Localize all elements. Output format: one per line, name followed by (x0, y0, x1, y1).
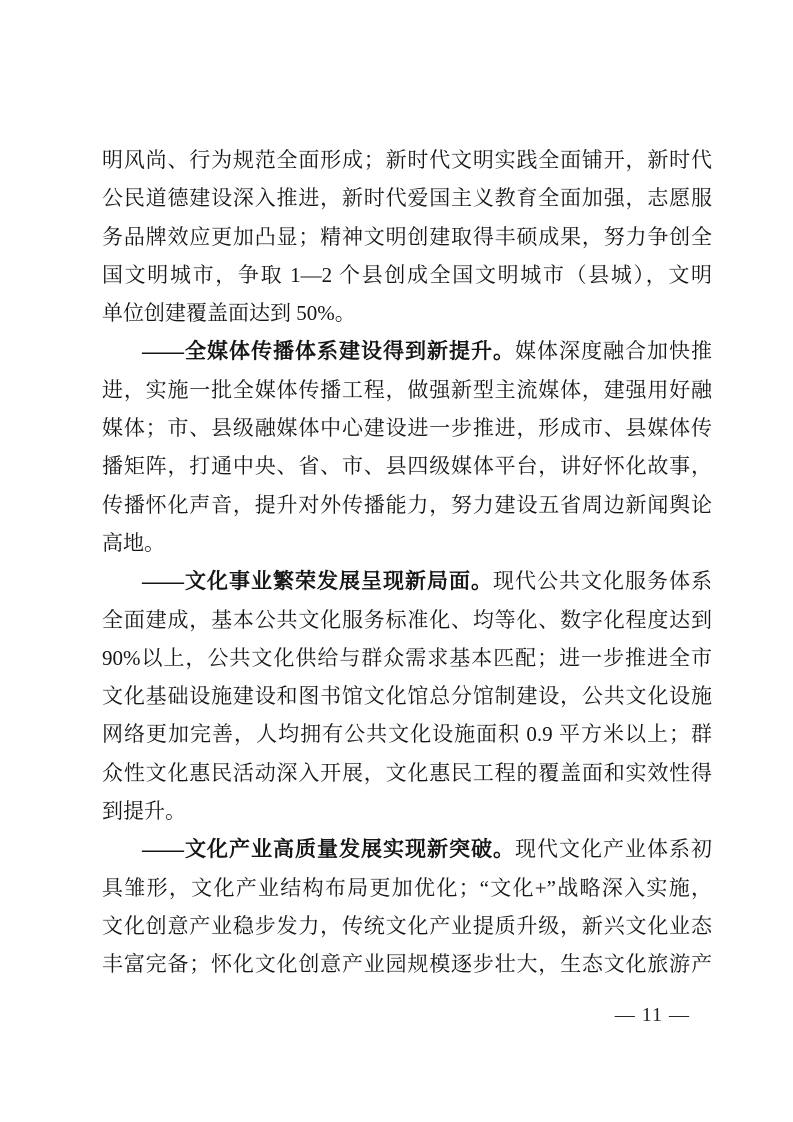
paragraph-2-heading-rest: 媒体深度融合加快推 (515, 339, 712, 364)
document-body (102, 141, 712, 984)
body-line: 进，实施一批全媒体传播工程，做强新型主流媒体，建强用好融 (102, 377, 712, 402)
paragraph-3-heading-rest: 现代公共文化服务体系 (493, 569, 712, 594)
body-line (102, 830, 712, 868)
body-line: 文化基础设施建设和图书馆文化馆总分馆制建设，公共文化设施 (102, 684, 712, 709)
paragraph-2-heading: ——全媒体传播体系建设得到新提升。 (142, 339, 515, 364)
body-line: 文化创意产业稳步发力，传统文化产业提质升级，新兴文化业态 (102, 913, 712, 938)
body-line: 到提升。 (102, 799, 186, 824)
body-line: 务品牌效应更加凸显；精神文明创建取得丰硕成果，努力争创全 (102, 224, 712, 249)
paragraph-2 (102, 332, 712, 562)
body-line: 媒体；市、县级融媒体中心建设进一步推进，形成市、县媒体传 (102, 416, 712, 441)
body-line: 高地。 (102, 530, 165, 555)
body-line: 全面建成，基本公共文化服务标准化、均等化、数字化程度达到 (102, 607, 712, 632)
body-line: 网络更加完善，人均拥有公共文化设施面积 0.9 平方米以上；群 (102, 722, 712, 747)
body-line: 90%以上，公共文化供给与群众需求基本匹配；进一步推进全市 (102, 645, 712, 670)
paragraph-4 (102, 830, 712, 983)
paragraph-3-heading: ——文化事业繁荣发展呈现新局面。 (142, 569, 493, 594)
body-line: 传播怀化声音，提升对外传播能力，努力建设五省周边新闻舆论 (102, 492, 712, 517)
page-number: — 11 — (614, 1004, 690, 1026)
body-line: 具雏形，文化产业结构布局更加优化；“文化+”战略深入实施， (102, 875, 712, 900)
paragraph-4-heading-rest: 现代文化产业体系初 (515, 837, 712, 862)
body-line: 国文明城市，争取 1—2 个县创成全国文明城市（县城），文明 (102, 262, 712, 287)
body-line: 丰富完备；怀化文化创意产业园规模逐步壮大，生态文化旅游产 (102, 952, 712, 977)
body-line: 众性文化惠民活动深入开展，文化惠民工程的覆盖面和实效性得 (102, 760, 712, 785)
body-line (102, 562, 712, 600)
body-line: 明风尚、行为规范全面形成；新时代文明实践全面铺开，新时代 (102, 148, 712, 172)
paragraph-1 (102, 141, 712, 332)
body-line: 单位创建覆盖面达到 50%。 (102, 301, 356, 326)
body-line: 公民道德建设深入推进，新时代爱国主义教育全面加强，志愿服 (102, 186, 712, 211)
body-line (102, 332, 712, 370)
paragraph-3 (102, 562, 712, 830)
body-line: 播矩阵，打通中央、省、市、县四级媒体平台，讲好怀化故事， (102, 454, 712, 479)
paragraph-4-heading: ——文化产业高质量发展实现新突破。 (142, 837, 515, 862)
